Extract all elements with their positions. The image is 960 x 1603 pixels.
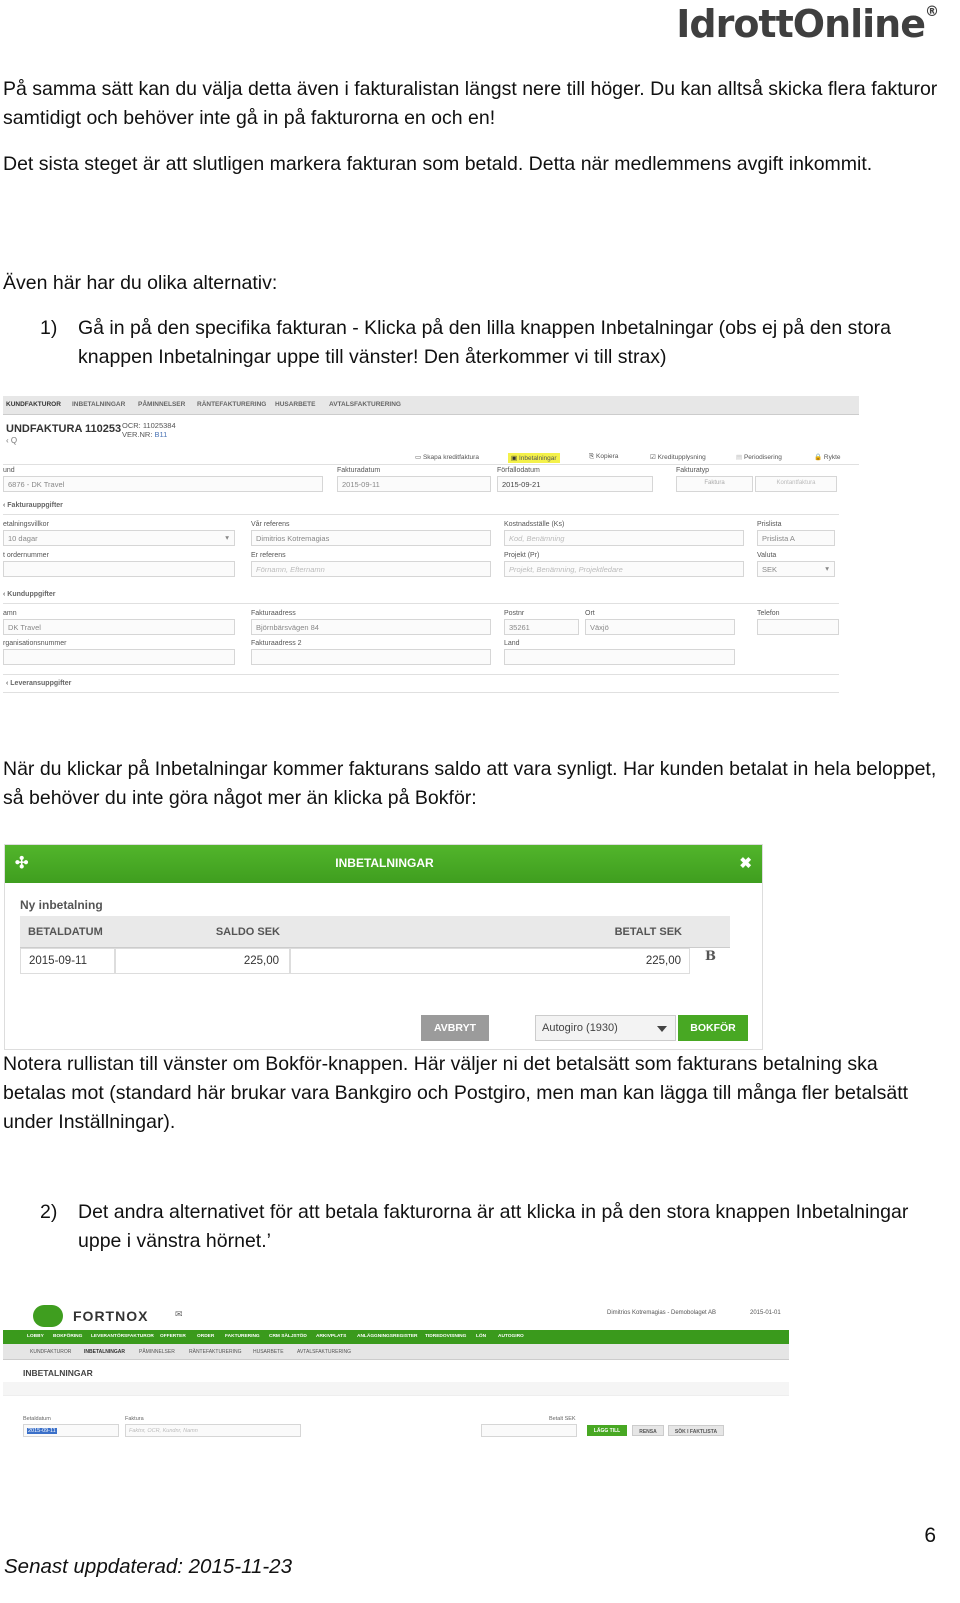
tab-husarbete[interactable]: HUSARBETE — [275, 401, 316, 408]
fortnox-main-nav — [3, 1330, 789, 1344]
section-kunduppgifter: ‹ Kunduppgifter — [3, 591, 56, 598]
field-prislista[interactable]: Prislista A — [757, 530, 835, 546]
divider — [3, 603, 839, 604]
cell-saldo: 225,00 — [115, 948, 290, 974]
tab-avtalsfakturering[interactable]: AVTALSFAKTURERING — [297, 1349, 351, 1355]
field-ordernummer[interactable] — [3, 561, 235, 577]
field-betaldatum[interactable]: 2015-09-11 — [23, 1424, 119, 1437]
field-telefon[interactable] — [757, 619, 839, 635]
dialog-title: INBETALNINGAR — [335, 856, 434, 870]
dialog-subtitle: Ny inbetalning — [20, 898, 103, 912]
chevron-down-icon — [657, 1026, 667, 1032]
label-fakturaadress-2: Fakturaadress 2 — [251, 640, 302, 647]
paragraph-sista-steget: Det sista steget är att slutligen markera fakturan som betald. Detta när medlemmens avgift inkommit. — [3, 153, 873, 175]
tab-inbetalningar[interactable]: INBETALNINGAR — [72, 401, 126, 408]
label-betalt-sek: Betalt SEK — [549, 1416, 576, 1422]
close-icon[interactable]: ✖ — [739, 855, 752, 872]
field-postnr[interactable]: 35261 — [504, 619, 579, 635]
field-fakturadatum[interactable]: 2015-09-11 — [337, 476, 491, 492]
paragraph-alternativ: Även här har du olika alternativ: — [3, 272, 278, 294]
clear-button[interactable]: RENSA — [632, 1425, 664, 1436]
paragraph-saldo: När du klickar på Inbetalningar kommer fakturans saldo att vara synligt. Har kunden betalat in hela beloppet, så behöver du inte göra något mer än klicka på Bokför: — [3, 758, 937, 809]
nav-bokforing[interactable]: BOKFÖRING — [53, 1334, 83, 1339]
current-date: 2015-01-01 — [750, 1310, 781, 1316]
label-faktura: Faktura — [125, 1416, 144, 1422]
divider-band — [3, 1382, 789, 1396]
inbetalningar-dialog-screenshot — [4, 844, 763, 1050]
label-fakturadatum: Fakturadatum — [337, 467, 381, 474]
bookkeeping-marker: B — [705, 949, 716, 964]
invoice-heading: UNDFAKTURA 110253 — [6, 423, 122, 435]
nav-offerter[interactable]: OFFERTER — [160, 1334, 186, 1339]
footer-updated: Senast uppdaterad: 2015-11-23 — [4, 1555, 292, 1578]
accrual-button[interactable]: ▤ Periodisering — [736, 454, 782, 461]
label-fakturatyp: Fakturatyp — [676, 467, 710, 474]
nav-lon[interactable]: LÖN — [476, 1334, 487, 1339]
copy-button[interactable]: ⎘ Kopiera — [589, 453, 619, 460]
label-organisationsnummer: rganisationsnummer — [3, 640, 67, 647]
list-item-2: Det andra alternativet för att betala fakturorna är att klicka in på den stora knappen Inbetalningar uppe i vänstra hörnet.’ — [78, 1201, 909, 1252]
tab-avtalsfakturering[interactable]: AVTALSFAKTURERING — [329, 401, 401, 408]
label-namn: amn — [3, 610, 17, 617]
tab-kundfakturor[interactable]: KUNDFAKTUROR — [6, 401, 61, 408]
column-header-saldo: SALDO SEK — [115, 916, 290, 948]
tab-paminnelser[interactable]: PÅMINNELSER — [139, 1349, 175, 1355]
label-land: Land — [504, 640, 520, 647]
nav-arkivplats[interactable]: ARKIVPLATS — [316, 1334, 347, 1339]
search-invoice-list-button[interactable]: SÖK I FAKTLISTA — [668, 1425, 724, 1436]
section-leveransuppgifter[interactable]: ‹ Leveransuppgifter — [6, 680, 72, 687]
section-fakturauppgifter: ‹ Fakturauppgifter — [3, 502, 63, 509]
label-valuta: Valuta — [757, 552, 777, 559]
nav-autogiro[interactable]: AUTOGIRO — [498, 1334, 524, 1339]
payment-method-select[interactable]: Autogiro (1930) — [535, 1015, 676, 1041]
field-land[interactable] — [504, 649, 735, 665]
invoice-tab-bar — [3, 396, 859, 415]
create-credit-invoice-button[interactable]: ▭ Skapa kreditfaktura — [415, 454, 479, 461]
field-forfallodatum[interactable]: 2015-09-21 — [497, 476, 653, 492]
tab-kundfakturor[interactable]: KUNDFAKTUROR — [30, 1349, 72, 1355]
invoice-ocr: OCR: 11025384 VER.NR: B11 — [122, 421, 176, 439]
field-kostnadsstalle[interactable]: Kod, Benämning — [504, 530, 744, 546]
mail-icon[interactable]: ✉ — [175, 1309, 183, 1319]
search-icon[interactable]: ‹ Q — [6, 436, 18, 445]
field-ort[interactable]: Växjö — [585, 619, 735, 635]
fortnox-cloud-logo-icon — [33, 1305, 63, 1327]
list-number-2: 2) — [40, 1201, 58, 1223]
field-fakturaadress[interactable]: Björnbärsvägen 84 — [251, 619, 491, 635]
page-title: INBETALNINGAR — [23, 1368, 93, 1378]
fakturatyp-option-kontant[interactable]: Kontantfaktura — [755, 476, 837, 492]
cancel-button[interactable]: AVBRYT — [421, 1015, 489, 1041]
label-kund: und — [3, 467, 15, 474]
user-name[interactable]: Dimitrios Kotremagias - Demobolaget AB — [607, 1310, 717, 1316]
rykte-button[interactable]: 🔒 Rykte — [814, 454, 841, 461]
tab-paminnelser[interactable]: PÅMINNELSER — [138, 401, 186, 408]
select-valuta[interactable]: SEK ▾ — [757, 561, 835, 577]
label-betalningsvillkor: etalningsvillkor — [3, 521, 49, 528]
label-er-referens: Er referens — [251, 552, 286, 559]
column-header-betalt: BETALT SEK — [290, 916, 690, 948]
label-forfallodatum: Förfallodatum — [497, 467, 540, 474]
add-button[interactable]: LÄGG TILL — [587, 1425, 627, 1436]
tab-inbetalningar[interactable]: INBETALNINGAR — [84, 1349, 126, 1355]
field-organisationsnummer[interactable] — [3, 649, 235, 665]
dialog-title-bar — [5, 845, 763, 883]
divider — [3, 464, 859, 465]
field-var-referens[interactable]: Dimitrios Kotremagias — [251, 530, 491, 546]
tab-rantefakturering[interactable]: RÄNTEFAKTURERING — [189, 1349, 242, 1355]
label-fakturaadress: Fakturaadress — [251, 610, 296, 617]
tab-husarbete[interactable]: HUSARBETE — [253, 1349, 284, 1355]
idrottonline-logo: IdrottOnline® — [676, 2, 938, 46]
nav-leverantorsfakturor[interactable]: LEVERANTÖRSFAKTUROR — [91, 1334, 154, 1339]
divider — [3, 514, 839, 515]
paragraph-rullistan: Notera rullistan till vänster om Bokför-knappen. Här väljer ni det betalsätt som fakturans betalning ska betalas mot (standard här brukar vara Bankgiro och Postgiro, men man kan lägga till många fler betalsätt under Inställningar). — [3, 1053, 909, 1133]
label-ort: Ort — [585, 610, 595, 617]
bokfor-button[interactable]: BOKFÖR — [678, 1015, 748, 1041]
divider — [3, 692, 839, 693]
nav-crm[interactable]: CRM SÄLJSTÖD — [269, 1334, 307, 1339]
fortnox-screenshot — [3, 1300, 789, 1460]
field-namn[interactable]: DK Travel — [3, 619, 235, 635]
column-header-empty — [690, 916, 730, 948]
invoice-screenshot — [3, 396, 859, 706]
paragraph-fakturalista: På samma sätt kan du välja detta även i fakturalistan längst nere till höger. Du kan alltså skicka flera fakturor samtidigt och behöver inte gå in på fakturorna en och en! — [3, 78, 938, 129]
field-kund[interactable]: 6876 - DK Travel — [3, 476, 323, 492]
field-projekt[interactable]: Projekt, Benämning, Projektledare — [504, 561, 744, 577]
nav-tidredovisning[interactable]: TIDREDOVISNING — [425, 1334, 467, 1339]
page-number: 6 — [924, 1524, 936, 1547]
label-kostnadsstalle: Kostnadsställe (Ks) — [504, 521, 565, 528]
inbetalningar-small-button[interactable]: ▣ Inbetalningar — [508, 453, 560, 463]
nav-fakturering[interactable]: FAKTURERING — [225, 1334, 260, 1339]
field-betalt-sek[interactable] — [481, 1424, 577, 1437]
divider — [3, 674, 839, 675]
field-faktura-search[interactable]: Faktnr, OCR, Kundnr, Namn — [125, 1424, 301, 1437]
fakturatyp-option-faktura[interactable]: Faktura — [676, 476, 753, 492]
fortnox-sub-tabs — [3, 1344, 789, 1360]
list-item-1: Gå in på den specifika fakturan - Klicka på den lilla knappen Inbetalningar (obs ej på den stora knappen Inbetalningar uppe till vänster! Den återkommer vi till strax) — [78, 317, 892, 368]
cell-betaldatum[interactable]: 2015-09-11 — [20, 948, 115, 974]
field-er-referens[interactable]: Förnamn, Efternamn — [251, 561, 491, 577]
select-betalningsvillkor[interactable]: 10 dagar ▾ — [3, 530, 235, 546]
label-postnr: Postnr — [504, 610, 525, 617]
label-betaldatum: Betaldatum — [23, 1416, 51, 1422]
label-telefon: Telefon — [757, 610, 780, 617]
label-var-referens: Vår referens — [251, 521, 290, 528]
cell-betalt[interactable]: 225,00 — [290, 948, 690, 974]
fortnox-header — [3, 1300, 789, 1330]
label-projekt: Projekt (Pr) — [504, 552, 540, 559]
credit-check-button[interactable]: ☑ Kreditupplysning — [650, 454, 706, 461]
move-icon[interactable]: ✣ — [15, 855, 29, 872]
column-header-betaldatum: BETALDATUM — [20, 916, 115, 948]
tab-rantefakturering[interactable]: RÄNTEFAKTURERING — [197, 401, 267, 408]
label-prislista: Prislista — [757, 521, 782, 528]
field-fakturaadress-2[interactable] — [251, 649, 491, 665]
list-number-1: 1) — [40, 317, 58, 339]
payment-table — [20, 916, 750, 976]
nav-lobby[interactable]: LOBBY — [27, 1334, 44, 1339]
label-ordernummer: t ordernummer — [3, 552, 49, 559]
fortnox-brand: FORTNOX — [73, 1308, 149, 1324]
nav-anlaggningsregister[interactable]: ANLÄGGNINGSREGISTER — [357, 1334, 418, 1339]
nav-order[interactable]: ORDER — [197, 1334, 215, 1339]
